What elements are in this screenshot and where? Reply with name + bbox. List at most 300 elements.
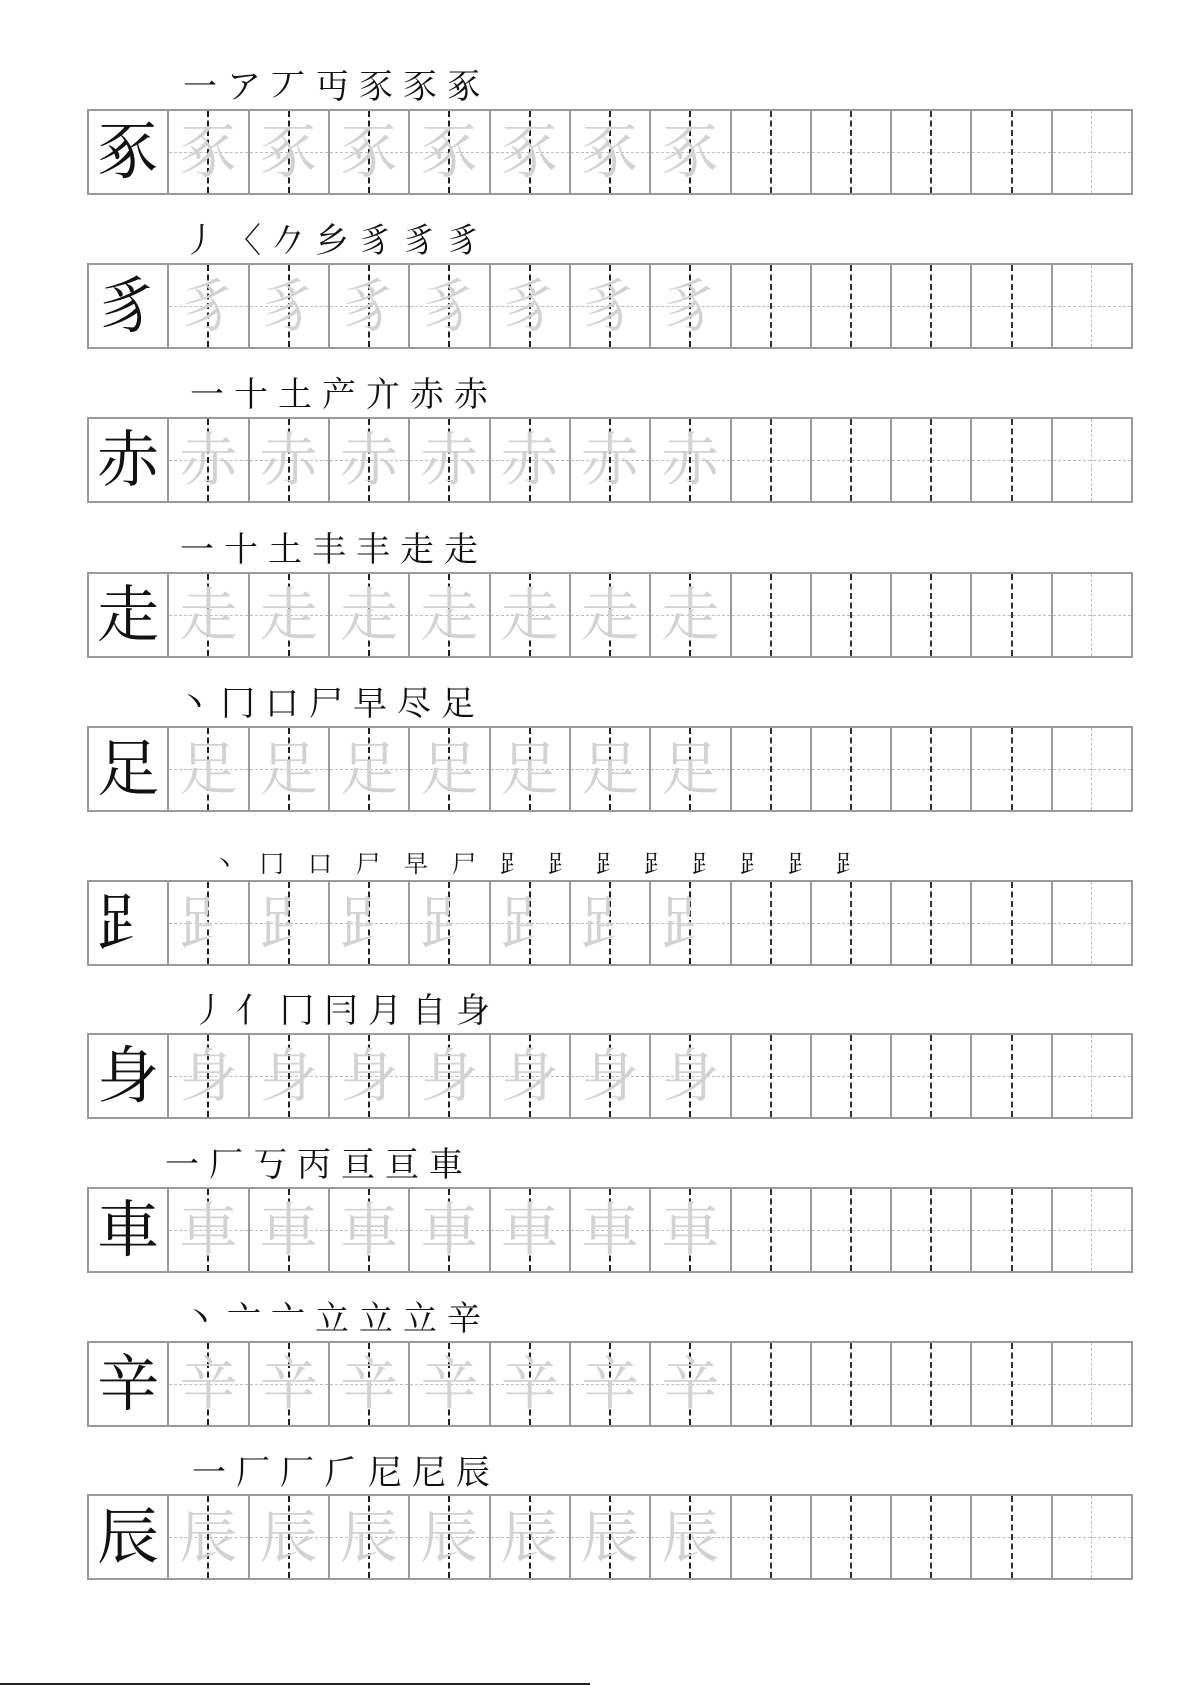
trace-cell bbox=[649, 419, 729, 501]
model-character-cell bbox=[89, 1496, 167, 1578]
vertical-guide-line bbox=[850, 1496, 852, 1578]
blank-practice-cell bbox=[1051, 882, 1131, 964]
vertical-guide-line bbox=[770, 728, 772, 810]
stroke-step: 丿 bbox=[192, 991, 226, 1031]
stroke-step: 一 bbox=[190, 375, 224, 415]
trace-character: 豖 bbox=[581, 118, 640, 186]
stroke-order-row bbox=[172, 675, 480, 724]
model-character-cell bbox=[89, 574, 167, 656]
model-character-cell bbox=[89, 1035, 167, 1117]
vertical-guide-line bbox=[770, 265, 772, 347]
vertical-guide-line bbox=[850, 111, 852, 193]
trace-cell bbox=[408, 1496, 488, 1578]
trace-cell bbox=[649, 728, 729, 810]
vertical-guide-line bbox=[1011, 1343, 1013, 1425]
stroke-order-row bbox=[178, 58, 486, 107]
model-character: 辛 bbox=[97, 1347, 160, 1420]
trace-cell bbox=[489, 419, 569, 501]
trace-character: 豖 bbox=[259, 118, 318, 186]
blank-practice-cell bbox=[1051, 728, 1131, 810]
horizontal-guide-line bbox=[1053, 306, 1131, 307]
trace-cell bbox=[569, 882, 649, 964]
trace-character: 辛 bbox=[259, 1350, 318, 1418]
trace-cell bbox=[649, 1343, 729, 1425]
stroke-order-row bbox=[160, 1136, 468, 1185]
stroke-step: 冂 bbox=[260, 850, 284, 878]
stroke-step: 亣 bbox=[366, 375, 400, 415]
stroke-step: 冃 bbox=[324, 991, 358, 1031]
trace-character: 足 bbox=[179, 735, 238, 803]
horizontal-guide-line bbox=[1053, 769, 1131, 770]
model-character: 辰 bbox=[97, 1500, 160, 1573]
model-character: 身 bbox=[97, 1039, 160, 1112]
stroke-step: 厂 bbox=[236, 1453, 270, 1493]
blank-practice-cell bbox=[810, 265, 890, 347]
trace-cell bbox=[489, 1496, 569, 1578]
trace-character: 𧾷 bbox=[661, 889, 720, 957]
trace-character: 辛 bbox=[179, 1350, 238, 1418]
trace-cell bbox=[489, 265, 569, 347]
stroke-step: 豸 bbox=[403, 221, 437, 261]
trace-character: 身 bbox=[420, 1042, 479, 1110]
stroke-step: 十 bbox=[224, 530, 258, 570]
trace-cell bbox=[167, 419, 247, 501]
stroke-order-row bbox=[178, 1290, 486, 1339]
stroke-step: 尼 bbox=[412, 1453, 446, 1493]
stroke-step: 𧾷 bbox=[836, 850, 860, 878]
stroke-step: 丏 bbox=[315, 67, 349, 107]
trace-character: 赤 bbox=[581, 426, 640, 494]
trace-cell bbox=[489, 882, 569, 964]
vertical-guide-line bbox=[1091, 882, 1092, 964]
blank-practice-cell bbox=[890, 574, 970, 656]
trace-character: 豸 bbox=[661, 272, 720, 340]
trace-character: 走 bbox=[420, 581, 479, 649]
stroke-step: 丙 bbox=[297, 1145, 331, 1185]
horizontal-guide-line bbox=[1053, 1537, 1131, 1538]
trace-character: 車 bbox=[420, 1196, 479, 1264]
trace-cell bbox=[248, 882, 328, 964]
blank-practice-cell bbox=[970, 1496, 1050, 1578]
model-character-cell bbox=[89, 728, 167, 810]
stroke-step: 辛 bbox=[447, 1299, 481, 1339]
stroke-step: 〈 bbox=[227, 221, 261, 261]
blank-practice-cell bbox=[810, 111, 890, 193]
vertical-guide-line bbox=[1011, 111, 1013, 193]
trace-character: 走 bbox=[581, 581, 640, 649]
trace-character: 𧾷 bbox=[259, 889, 318, 957]
trace-character: 赤 bbox=[500, 426, 559, 494]
trace-character: 足 bbox=[340, 735, 399, 803]
blank-practice-cell bbox=[970, 574, 1050, 656]
stroke-step: 𠂆 bbox=[324, 1453, 358, 1493]
stroke-step: 口 bbox=[308, 850, 332, 878]
stroke-step: 豕 bbox=[359, 67, 393, 107]
trace-cell bbox=[167, 111, 247, 193]
stroke-step: 土 bbox=[278, 375, 312, 415]
trace-cell bbox=[569, 1343, 649, 1425]
model-character: 豸 bbox=[97, 269, 160, 342]
trace-cell bbox=[248, 1189, 328, 1271]
trace-character: 足 bbox=[500, 735, 559, 803]
trace-character: 辛 bbox=[581, 1350, 640, 1418]
blank-practice-cell bbox=[1051, 1496, 1131, 1578]
trace-cell bbox=[167, 1035, 247, 1117]
blank-practice-cell bbox=[970, 882, 1050, 964]
vertical-guide-line bbox=[1091, 1496, 1092, 1578]
vertical-guide-line bbox=[1011, 882, 1013, 964]
trace-character: 足 bbox=[259, 735, 318, 803]
vertical-guide-line bbox=[1091, 728, 1092, 810]
trace-character: 身 bbox=[581, 1042, 640, 1110]
trace-cell bbox=[248, 111, 328, 193]
vertical-guide-line bbox=[770, 1189, 772, 1271]
stroke-step: 尽 bbox=[397, 684, 431, 724]
stroke-step: 丰 bbox=[312, 530, 346, 570]
trace-cell bbox=[649, 882, 729, 964]
trace-cell bbox=[248, 1496, 328, 1578]
trace-character: 辰 bbox=[340, 1503, 399, 1571]
stroke-step: 冂 bbox=[280, 991, 314, 1031]
stroke-order-row bbox=[175, 521, 483, 570]
blank-practice-cell bbox=[730, 574, 810, 656]
trace-cell bbox=[167, 1189, 247, 1271]
blank-practice-cell bbox=[970, 728, 1050, 810]
trace-cell bbox=[167, 728, 247, 810]
blank-practice-cell bbox=[970, 1343, 1050, 1425]
trace-character: 身 bbox=[340, 1042, 399, 1110]
trace-character: 身 bbox=[179, 1042, 238, 1110]
practice-grid-row bbox=[87, 263, 1133, 349]
trace-character: 走 bbox=[500, 581, 559, 649]
trace-character: 𧾷 bbox=[500, 889, 559, 957]
trace-cell bbox=[569, 419, 649, 501]
stroke-order-row bbox=[185, 366, 493, 415]
blank-practice-cell bbox=[890, 1189, 970, 1271]
vertical-guide-line bbox=[1011, 419, 1013, 501]
trace-character: 豸 bbox=[179, 272, 238, 340]
vertical-guide-line bbox=[1091, 1343, 1092, 1425]
vertical-guide-line bbox=[930, 882, 932, 964]
blank-practice-cell bbox=[810, 419, 890, 501]
trace-character: 身 bbox=[500, 1042, 559, 1110]
blank-practice-cell bbox=[890, 111, 970, 193]
vertical-guide-line bbox=[770, 111, 772, 193]
trace-cell bbox=[408, 419, 488, 501]
horizontal-guide-line bbox=[1053, 460, 1131, 461]
vertical-guide-line bbox=[1011, 574, 1013, 656]
stroke-step: 尸 bbox=[356, 850, 380, 878]
vertical-guide-line bbox=[1091, 111, 1092, 193]
blank-practice-cell bbox=[970, 419, 1050, 501]
model-character-cell bbox=[89, 1189, 167, 1271]
model-character-cell bbox=[89, 265, 167, 347]
stroke-step: 𧾷 bbox=[548, 850, 572, 878]
vertical-guide-line bbox=[1011, 1189, 1013, 1271]
trace-character: 赤 bbox=[340, 426, 399, 494]
blank-practice-cell bbox=[1051, 1343, 1131, 1425]
trace-character: 豖 bbox=[500, 118, 559, 186]
stroke-step: 丿 bbox=[183, 221, 217, 261]
stroke-step: 尸 bbox=[309, 684, 343, 724]
trace-character: 豸 bbox=[581, 272, 640, 340]
stroke-step: 足 bbox=[441, 684, 475, 724]
practice-grid-row bbox=[87, 1341, 1133, 1427]
blank-practice-cell bbox=[970, 1035, 1050, 1117]
vertical-guide-line bbox=[770, 1343, 772, 1425]
trace-cell bbox=[167, 265, 247, 347]
blank-practice-cell bbox=[810, 882, 890, 964]
horizontal-guide-line bbox=[1053, 923, 1131, 924]
stroke-step: 𧾷 bbox=[692, 850, 716, 878]
trace-character: 豖 bbox=[340, 118, 399, 186]
stroke-step: ア bbox=[227, 67, 261, 107]
stroke-step: 𧾷 bbox=[788, 850, 812, 878]
practice-grid-row bbox=[87, 1187, 1133, 1273]
horizontal-guide-line bbox=[1053, 152, 1131, 153]
trace-character: 車 bbox=[581, 1196, 640, 1264]
trace-cell bbox=[328, 574, 408, 656]
vertical-guide-line bbox=[850, 728, 852, 810]
stroke-step: 𠂊 bbox=[271, 221, 305, 261]
trace-character: 走 bbox=[340, 581, 399, 649]
blank-practice-cell bbox=[730, 1035, 810, 1117]
stroke-step: 亻 bbox=[236, 991, 270, 1031]
stroke-step: 尸 bbox=[452, 850, 476, 878]
trace-cell bbox=[328, 1035, 408, 1117]
stroke-step: 𧾷 bbox=[644, 850, 668, 878]
horizontal-guide-line bbox=[1053, 1230, 1131, 1231]
trace-cell bbox=[167, 1343, 247, 1425]
stroke-step: 走 bbox=[400, 530, 434, 570]
trace-character: 辰 bbox=[581, 1503, 640, 1571]
trace-character: 豖 bbox=[179, 118, 238, 186]
vertical-guide-line bbox=[770, 1035, 772, 1117]
stroke-step: 赤 bbox=[454, 375, 488, 415]
blank-practice-cell bbox=[730, 419, 810, 501]
blank-practice-cell bbox=[890, 882, 970, 964]
trace-character: 車 bbox=[179, 1196, 238, 1264]
trace-character: 豖 bbox=[661, 118, 720, 186]
vertical-guide-line bbox=[930, 728, 932, 810]
stroke-order-row bbox=[187, 982, 495, 1031]
stroke-step: 厂 bbox=[280, 1453, 314, 1493]
vertical-guide-line bbox=[930, 419, 932, 501]
practice-grid-row bbox=[87, 1494, 1133, 1580]
trace-character: 辛 bbox=[340, 1350, 399, 1418]
stroke-step: 豖 bbox=[447, 67, 481, 107]
blank-practice-cell bbox=[810, 1343, 890, 1425]
trace-character: 足 bbox=[420, 735, 479, 803]
trace-cell bbox=[408, 111, 488, 193]
practice-grid-row bbox=[87, 880, 1133, 966]
trace-cell bbox=[489, 728, 569, 810]
stroke-step: 亘 bbox=[385, 1145, 419, 1185]
blank-practice-cell bbox=[730, 265, 810, 347]
vertical-guide-line bbox=[1011, 1496, 1013, 1578]
blank-practice-cell bbox=[730, 728, 810, 810]
stroke-step: 冂 bbox=[221, 684, 255, 724]
trace-cell bbox=[649, 1189, 729, 1271]
trace-cell bbox=[248, 1035, 328, 1117]
vertical-guide-line bbox=[1091, 1035, 1092, 1117]
trace-character: 辰 bbox=[259, 1503, 318, 1571]
vertical-guide-line bbox=[1091, 265, 1092, 347]
trace-character: 辛 bbox=[420, 1350, 479, 1418]
stroke-step: 身 bbox=[456, 991, 490, 1031]
model-character-cell bbox=[89, 111, 167, 193]
trace-character: 辛 bbox=[500, 1350, 559, 1418]
trace-cell bbox=[649, 111, 729, 193]
trace-character: 豖 bbox=[420, 118, 479, 186]
stroke-step: 一 bbox=[180, 530, 214, 570]
blank-practice-cell bbox=[1051, 1189, 1131, 1271]
trace-character: 赤 bbox=[259, 426, 318, 494]
trace-cell bbox=[328, 1189, 408, 1271]
blank-practice-cell bbox=[1051, 111, 1131, 193]
stroke-step: 一 bbox=[183, 67, 217, 107]
stroke-step: 产 bbox=[322, 375, 356, 415]
trace-cell bbox=[328, 111, 408, 193]
trace-character: 豸 bbox=[420, 272, 479, 340]
trace-cell bbox=[408, 1189, 488, 1271]
trace-character: 車 bbox=[500, 1196, 559, 1264]
stroke-step: 早 bbox=[353, 684, 387, 724]
vertical-guide-line bbox=[850, 1035, 852, 1117]
trace-cell bbox=[649, 1035, 729, 1117]
trace-cell bbox=[489, 1343, 569, 1425]
stroke-order-row bbox=[187, 1444, 495, 1493]
vertical-guide-line bbox=[930, 1496, 932, 1578]
blank-practice-cell bbox=[810, 1496, 890, 1578]
stroke-step: 走 bbox=[444, 530, 478, 570]
stroke-step: 立 bbox=[315, 1299, 349, 1339]
model-character: 走 bbox=[97, 578, 160, 651]
trace-character: 走 bbox=[661, 581, 720, 649]
blank-practice-cell bbox=[1051, 1035, 1131, 1117]
vertical-guide-line bbox=[770, 882, 772, 964]
trace-character: 走 bbox=[179, 581, 238, 649]
stroke-step: 立 bbox=[359, 1299, 393, 1339]
trace-character: 𧾷 bbox=[340, 889, 399, 957]
blank-practice-cell bbox=[730, 1189, 810, 1271]
model-character-cell bbox=[89, 419, 167, 501]
practice-grid-row bbox=[87, 1033, 1133, 1119]
stroke-step: 豸 bbox=[447, 221, 481, 261]
trace-cell bbox=[569, 574, 649, 656]
blank-practice-cell bbox=[730, 1496, 810, 1578]
trace-cell bbox=[328, 1343, 408, 1425]
practice-grid-row bbox=[87, 417, 1133, 503]
vertical-guide-line bbox=[850, 419, 852, 501]
model-character: 車 bbox=[97, 1193, 160, 1266]
trace-cell bbox=[569, 728, 649, 810]
trace-cell bbox=[248, 265, 328, 347]
trace-character: 身 bbox=[259, 1042, 318, 1110]
stroke-step: 厂 bbox=[209, 1145, 243, 1185]
blank-practice-cell bbox=[810, 574, 890, 656]
horizontal-guide-line bbox=[1053, 1384, 1131, 1385]
vertical-guide-line bbox=[1091, 574, 1092, 656]
trace-cell bbox=[649, 1496, 729, 1578]
stroke-step: 𧾷 bbox=[740, 850, 764, 878]
trace-character: 身 bbox=[661, 1042, 720, 1110]
trace-character: 赤 bbox=[420, 426, 479, 494]
trace-character: 車 bbox=[340, 1196, 399, 1264]
trace-cell bbox=[569, 1496, 649, 1578]
trace-cell bbox=[569, 111, 649, 193]
stroke-step: 亠 bbox=[271, 1299, 305, 1339]
trace-character: 辛 bbox=[661, 1350, 720, 1418]
stroke-step: 乡 bbox=[315, 221, 349, 261]
trace-cell bbox=[489, 574, 569, 656]
stroke-step: 豸 bbox=[359, 221, 393, 261]
stroke-step: 丂 bbox=[253, 1145, 287, 1185]
trace-character: 辰 bbox=[661, 1503, 720, 1571]
trace-cell bbox=[328, 1496, 408, 1578]
vertical-guide-line bbox=[930, 1035, 932, 1117]
blank-practice-cell bbox=[890, 265, 970, 347]
trace-character: 走 bbox=[259, 581, 318, 649]
blank-practice-cell bbox=[970, 265, 1050, 347]
trace-character: 赤 bbox=[661, 426, 720, 494]
trace-cell bbox=[167, 574, 247, 656]
blank-practice-cell bbox=[730, 882, 810, 964]
stroke-step: 口 bbox=[265, 684, 299, 724]
blank-practice-cell bbox=[970, 111, 1050, 193]
stroke-step: 尼 bbox=[368, 1453, 402, 1493]
trace-character: 足 bbox=[581, 735, 640, 803]
practice-grid-row bbox=[87, 726, 1133, 812]
stroke-step: 亘 bbox=[341, 1145, 375, 1185]
stroke-step: 𧾷 bbox=[500, 850, 524, 878]
practice-grid-row bbox=[87, 572, 1133, 658]
trace-character: 豸 bbox=[500, 272, 559, 340]
trace-character: 赤 bbox=[179, 426, 238, 494]
blank-practice-cell bbox=[730, 1343, 810, 1425]
stroke-step: 丶 bbox=[177, 684, 211, 724]
stroke-step: 丰 bbox=[356, 530, 390, 570]
trace-cell bbox=[248, 1343, 328, 1425]
vertical-guide-line bbox=[930, 1189, 932, 1271]
trace-cell bbox=[408, 728, 488, 810]
model-character: 赤 bbox=[97, 423, 160, 496]
blank-practice-cell bbox=[890, 419, 970, 501]
stroke-step: 一 bbox=[192, 1453, 226, 1493]
model-character-cell bbox=[89, 882, 167, 964]
vertical-guide-line bbox=[930, 1343, 932, 1425]
vertical-guide-line bbox=[1011, 265, 1013, 347]
trace-cell bbox=[248, 728, 328, 810]
model-character: 𧾷 bbox=[97, 886, 160, 959]
blank-practice-cell bbox=[890, 728, 970, 810]
vertical-guide-line bbox=[930, 265, 932, 347]
trace-cell bbox=[167, 882, 247, 964]
vertical-guide-line bbox=[1091, 419, 1092, 501]
vertical-guide-line bbox=[1011, 1035, 1013, 1117]
trace-cell bbox=[408, 265, 488, 347]
stroke-step: 豕 bbox=[403, 67, 437, 107]
blank-practice-cell bbox=[970, 1189, 1050, 1271]
trace-character: 足 bbox=[661, 735, 720, 803]
vertical-guide-line bbox=[1091, 1189, 1092, 1271]
stroke-step: 亠 bbox=[227, 1299, 261, 1339]
trace-character: 𧾷 bbox=[581, 889, 640, 957]
model-character: 足 bbox=[97, 732, 160, 805]
blank-practice-cell bbox=[1051, 265, 1131, 347]
vertical-guide-line bbox=[850, 1189, 852, 1271]
stroke-step: 一 bbox=[165, 1145, 199, 1185]
